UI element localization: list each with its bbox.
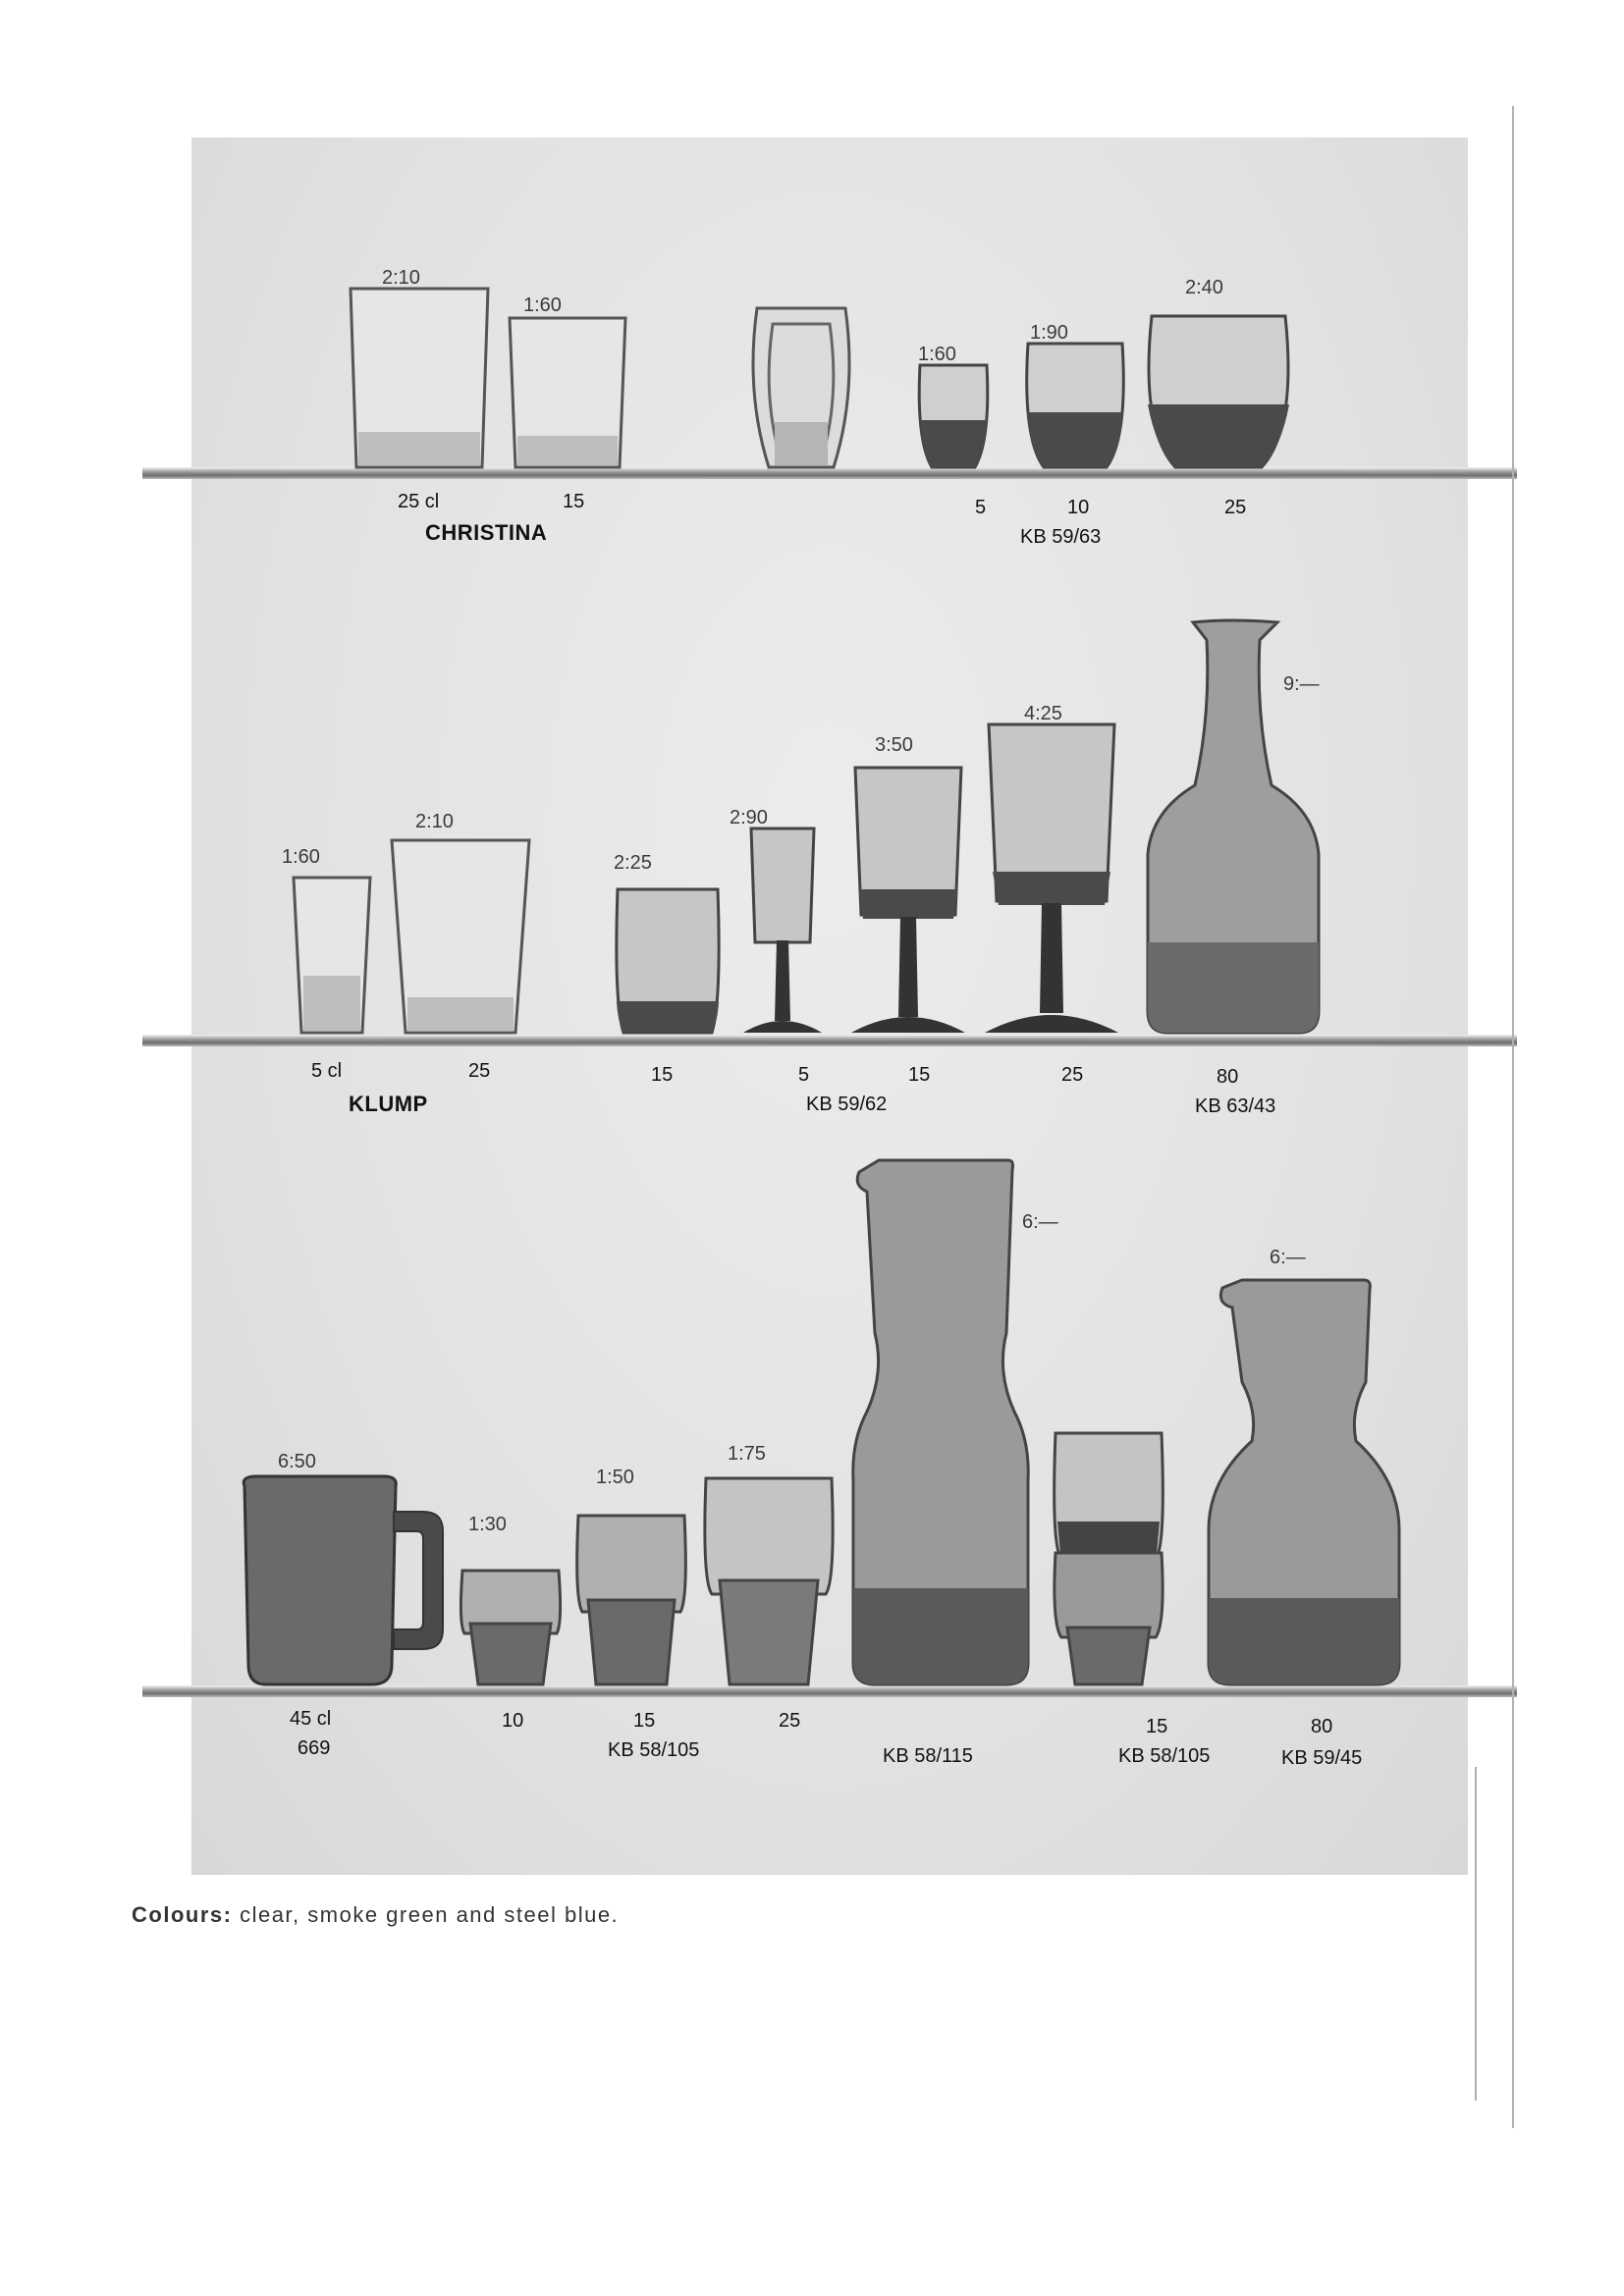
nested-bowls	[749, 304, 853, 471]
klump-shot-5cl	[290, 874, 374, 1037]
colours-label: Colours:	[132, 1902, 233, 1927]
kb5962-tumbler-15cl	[614, 883, 722, 1037]
size-kb58105-25: 25	[779, 1710, 801, 1732]
price-kb5963-25: 2:40	[1185, 277, 1223, 298]
price-kb5962-15: 2:25	[614, 852, 652, 874]
scan-edge-line-inner	[1475, 1767, 1477, 2101]
code-kb58105-a: KB 58/105	[608, 1739, 700, 1761]
kb5962-stemglass-25cl	[981, 719, 1122, 1037]
price-klump-25: 2:10	[415, 811, 454, 832]
mug-45cl	[237, 1472, 449, 1688]
price-kb5945-80: 6:—	[1270, 1247, 1306, 1268]
code-kb6343: KB 63/43	[1195, 1095, 1276, 1117]
series-klump: KLUMP	[349, 1092, 428, 1116]
size-klump-5: 5 cl	[311, 1060, 343, 1082]
price-kb58115: 6:—	[1022, 1211, 1058, 1233]
size-christina-15: 15	[563, 491, 585, 512]
price-kb58105-25: 1:75	[728, 1443, 766, 1465]
code-kb58115: KB 58/115	[883, 1745, 973, 1767]
kb58105-glass-25cl	[702, 1472, 836, 1688]
colours-note	[132, 1902, 619, 1928]
kb5962-stemglass-5cl	[737, 825, 828, 1037]
price-kb5962-5: 2:90	[730, 807, 768, 828]
kb58105-glass-15cl	[574, 1510, 688, 1688]
christina-tumbler-25cl	[347, 285, 492, 471]
price-kb5963-10: 1:90	[1030, 322, 1068, 344]
code-kb5963: KB 59/63	[1020, 526, 1102, 548]
price-christina-25: 2:10	[382, 267, 420, 289]
size-kb5963-5: 5	[975, 497, 987, 518]
size-kb6343-80: 80	[1217, 1066, 1239, 1088]
kb58105-glass-10cl	[459, 1565, 563, 1688]
product-photo	[191, 137, 1468, 1875]
kb5963-glass-5cl	[916, 361, 991, 471]
size-kb5945-80: 80	[1311, 1716, 1333, 1737]
size-mug-45: 45 cl	[290, 1708, 332, 1730]
size-kb5963-25: 25	[1224, 497, 1247, 518]
size-klump-25: 25	[468, 1060, 491, 1082]
price-christina-15: 1:60	[523, 294, 562, 316]
code-669: 669	[298, 1737, 331, 1759]
price-kb6343-80: 9:—	[1283, 673, 1320, 695]
price-kb58105-15: 1:50	[596, 1467, 634, 1488]
series-christina: CHRISTINA	[425, 520, 548, 545]
price-kb5962-25: 4:25	[1024, 703, 1062, 724]
scan-edge-line	[1512, 106, 1514, 2128]
price-klump-5: 1:60	[282, 846, 320, 868]
kb58105-stack-15cl	[1048, 1427, 1169, 1688]
size-kb5962-25: 25	[1061, 1064, 1084, 1086]
kb5963-glass-25cl	[1146, 310, 1291, 471]
size-kb58105-10: 10	[502, 1710, 524, 1732]
code-kb58105-b: KB 58/105	[1118, 1745, 1211, 1767]
kb5962-stemglass-15cl	[847, 762, 969, 1037]
size-kb58105-15: 15	[633, 1710, 656, 1732]
size-christina-25: 25 cl	[398, 491, 440, 512]
price-mug-45: 6:50	[278, 1451, 316, 1472]
size-kb5962-15b: 15	[908, 1064, 931, 1086]
kb58115-carafe	[849, 1156, 1032, 1688]
kb5945-carafe-80cl	[1203, 1274, 1405, 1688]
colours-text: clear, smoke green and steel blue.	[240, 1902, 620, 1927]
christina-tumbler-15cl	[506, 314, 629, 471]
kb5963-glass-10cl	[1024, 340, 1126, 471]
price-kb5963-5: 1:60	[918, 344, 956, 365]
klump-tumbler-25cl	[388, 836, 533, 1037]
size-kb5963-10: 10	[1067, 497, 1090, 518]
price-kb5962-15b: 3:50	[875, 734, 913, 756]
code-kb5945: KB 59/45	[1281, 1747, 1363, 1769]
size-kb58105-15b: 15	[1146, 1716, 1168, 1737]
size-kb5962-15: 15	[651, 1064, 674, 1086]
code-kb5962: KB 59/62	[806, 1094, 888, 1115]
size-kb5962-5: 5	[798, 1064, 810, 1086]
price-kb58105-10: 1:30	[468, 1514, 507, 1535]
